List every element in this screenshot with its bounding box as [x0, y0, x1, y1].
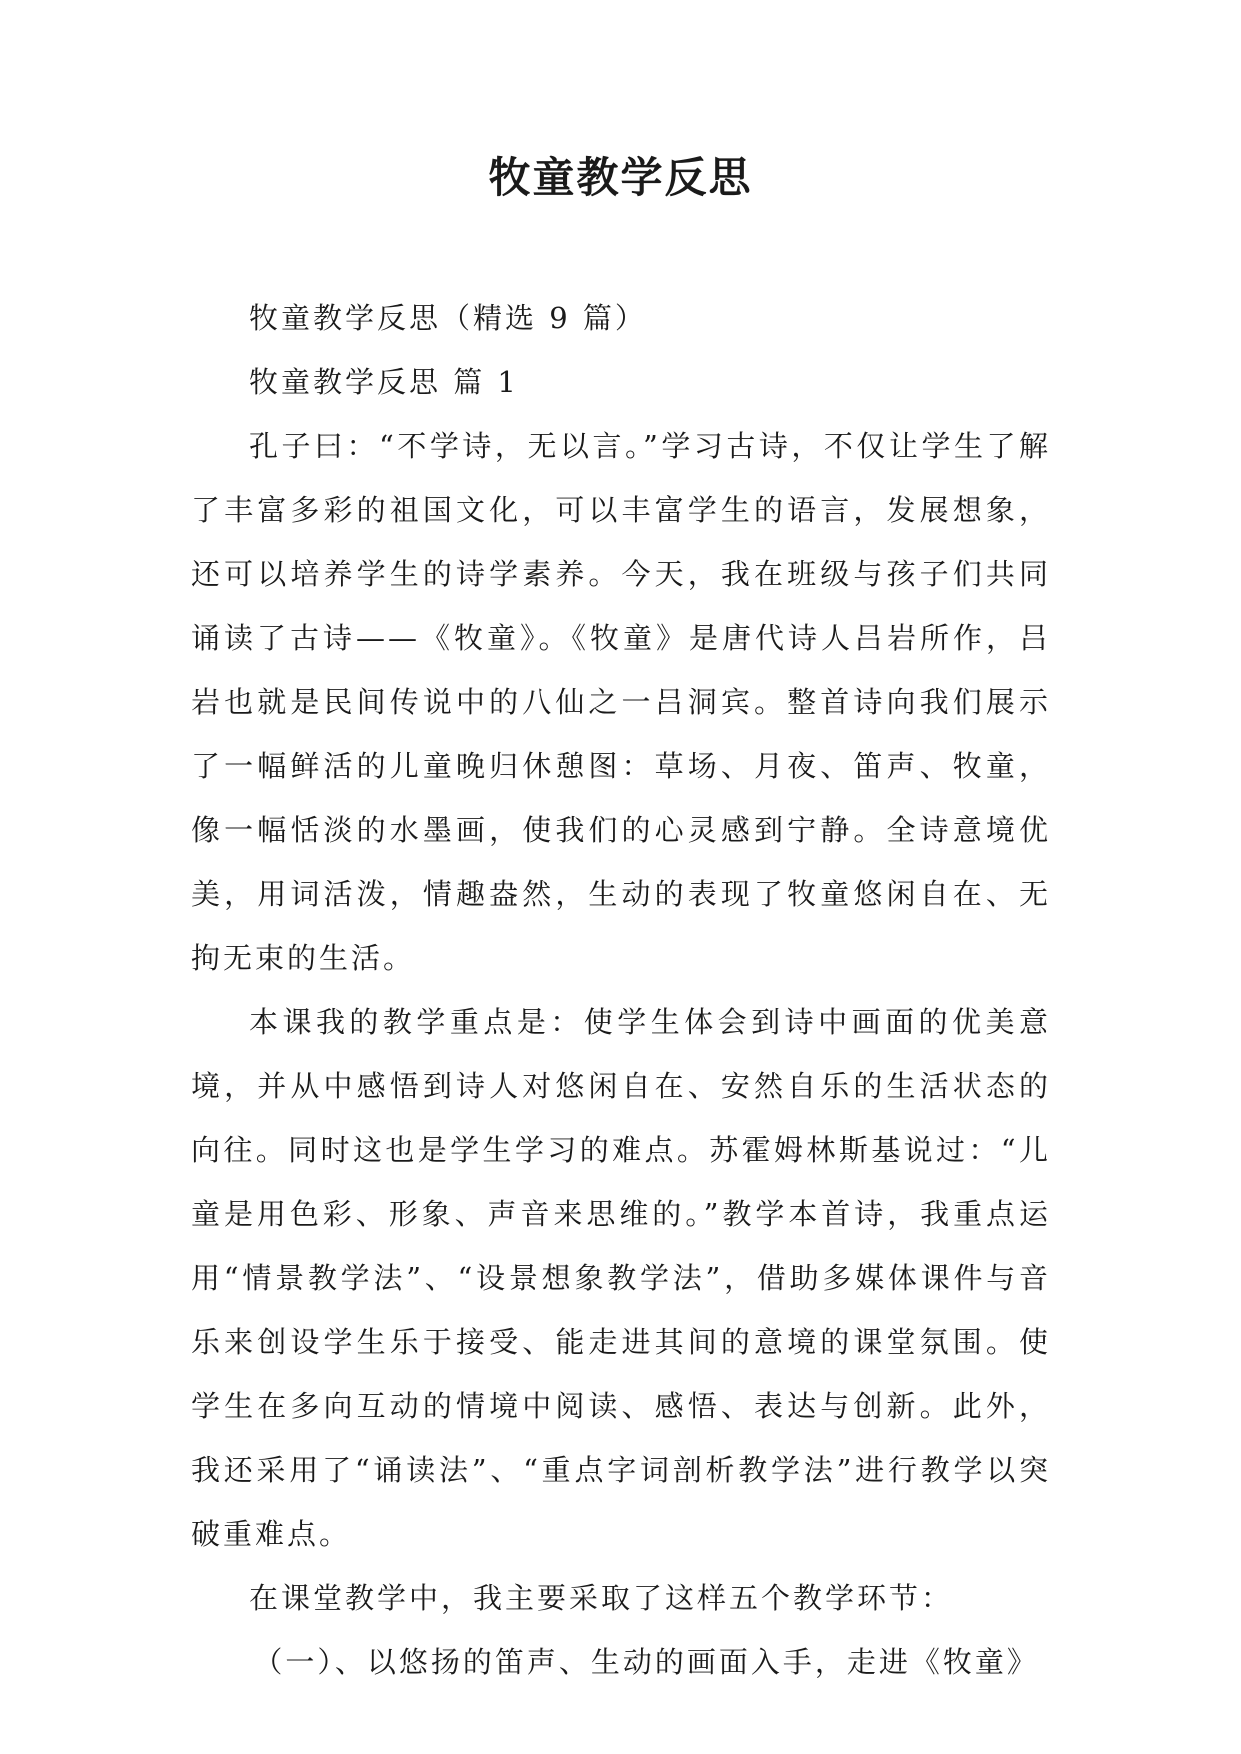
document-subtitle: 牧童教学反思（精选 9 篇）	[249, 301, 647, 335]
paragraph-intro: 孔子曰：“不学诗，无以言。”学习古诗，不仅让学生了解了丰富多彩的祖国文化，可以丰富学生的语言，发展想象，还可以培养学生的诗学素养。今天，我在班级与孩子们共同诵读了古诗——《牧童》。《牧童》是唐代诗人吕岩所作，吕岩也就是民间传说中的八仙之一吕洞宾。整首诗向我们展示了一幅鲜活的儿童晚归休憩图：草场、月夜、笛声、牧童，像一幅恬淡的水墨画，使我们的心灵感到宁静。全诗意境优美，用词活泼，情趣盎然，生动的表现了牧童悠闲自在、无拘无束的生活。	[191, 429, 1051, 975]
paragraph-focus: 本课我的教学重点是：使学生体会到诗中画面的优美意境，并从中感悟到诗人对悠闲自在、安然自乐的生活状态的向往。同时这也是学生学习的难点。苏霍姆林斯基说过：“儿童是用色彩、形象、声音来思维的。”教学本首诗，我重点运用“情景教学法”、“设景想象教学法”，借助多媒体课件与音乐来创设学生乐于接受、能走进其间的意境的课堂氛围。使学生在多向互动的情境中阅读、感悟、表达与创新。此外，我还采用了“诵读法”、“重点字词剖析教学法”进行教学以突破重难点。	[191, 1005, 1051, 1551]
paragraph-step-one: （一）、以悠扬的笛声、生动的画面入手，走进《牧童》	[253, 1645, 1039, 1679]
document-body	[191, 286, 1051, 1694]
paragraph-steps-intro: 在课堂教学中，我主要采取了这样五个教学环节：	[249, 1581, 954, 1615]
section-heading: 牧童教学反思 篇 1	[249, 365, 519, 399]
document-title: 牧童教学反思	[488, 153, 753, 202]
